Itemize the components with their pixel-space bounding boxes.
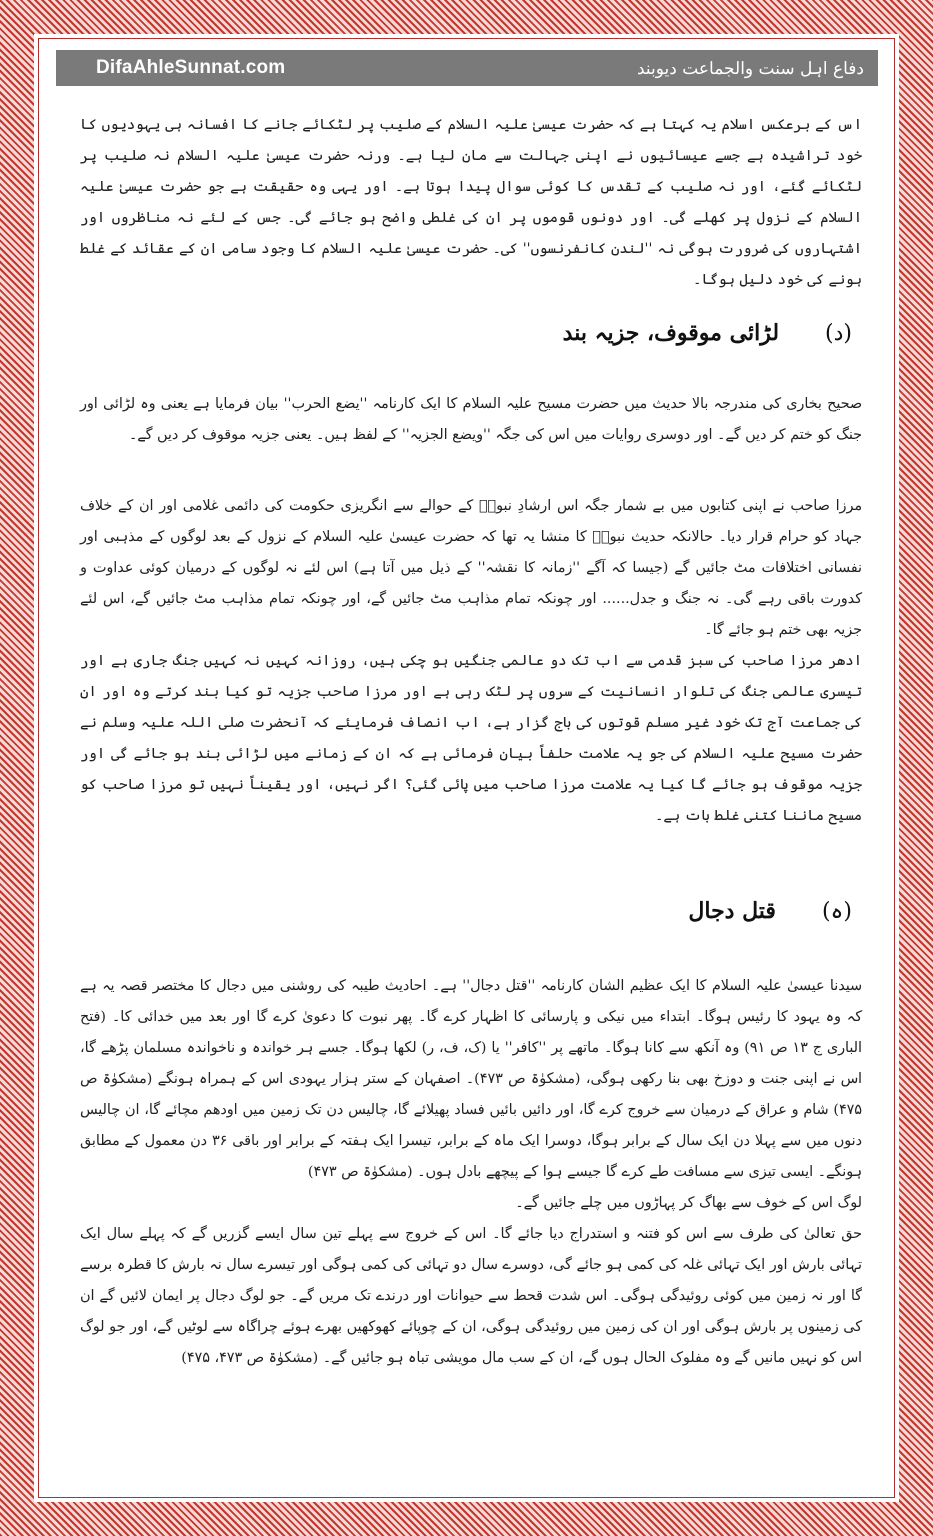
paragraph-world-wars: ادھر مرزا صاحب کی سبز قدمی سے اب تک دو عالمی جنگیں ہو چکی ہیں، روزانہ کہیں نہ کہیں جنگ جاری ہے اور تیسری عالمی جنگ کی تلوار انسانیت کے سروں پر لٹک رہی ہے اور مرزا صاحب جزیہ تو کیا بند کرتے وہ اور ان کی جماعت آج تک خود غیر مسلم قوتوں کی باج گزار ہے، اب انصاف فرمایئے کہ آنحضرت صلی اللہ علیہ وسلم نے حضرت مسیح علیہ السلام کی جو یہ علامت حلفاً بیان فرمائی ہے کہ ان کے زمانے میں لڑائی بند ہو جائے گی اور جزیہ موقوف ہو جائے گا کیا یہ علامت مرزا صاحب میں پائی گئی؟ اگر نہیں، اور یقیناً نہیں تو مرزا صاحب کو مسیح ماننا کتنی غلط بات ہے۔	[80, 653, 862, 824]
paragraph-people-flee: لوگ اس کے خوف سے بھاگ کر پہاڑوں میں چلے جائیں گے۔	[515, 1195, 862, 1211]
paragraph-war-ended: صحیح بخاری کی مندرجہ بالا حدیث میں حضرت مسیح علیہ السلام کا ایک کارنامہ ''یضع الحرب'' بیان فرمایا ہے یعنی وہ لڑائی اور جنگ کو ختم کر دیں گے۔ اور دوسری روایات میں اس کی جگہ ''ویضع الجزیہ'' کے لفظ ہیں۔ یعنی جزیہ موقوف کر دیں گے۔	[80, 396, 862, 443]
article-body	[80, 110, 862, 1500]
section-title: قتل دجال	[688, 898, 776, 924]
section-number: (ہ)	[821, 899, 852, 924]
paragraph-famine: حق تعالیٰ کی طرف سے اس کو فتنہ و استدراج دیا جائے گا۔ اس کے خروج سے پہلے تین سال ایسے گزریں گے کہ پہلے سال ایک تہائی بارش اور ایک تہائی غلہ کی کمی ہو جائے گی، دوسرے سال دو تہائی کی کمی ہوگی اور تیسرے سال نہ بارش کا قطرہ برسے گا اور نہ زمین میں کوئی روئیدگی ہوگی۔ اس شدت قحط سے حیوانات اور درندے تک مریں گے۔ جو لوگ دجال پر ایمان لائیں گے ان کی زمینوں پر بارش ہوگی اور ان کی زمین میں روئیدگی ہوگی، ان کے چوپائے کھوکھیں بھرے ہوئے چراگاہ سے لوٹیں گے، اور جو لوگ اس کو نہیں مانیں گے وہ مفلوک الحال ہوں گے، ان کے سب مال مویشی تباہ ہو جائیں گے۔ (مشکوٰۃ ص ۴۷۳، ۴۷۵)	[80, 1226, 862, 1366]
page-header	[56, 50, 878, 86]
org-name: دفاع اہل سنت والجماعت دیوبند	[636, 58, 864, 79]
section-heading-h	[80, 896, 862, 927]
section-heading-d	[80, 318, 862, 349]
paragraph-intro: اس کے برعکس اسلام یہ کہتا ہے کہ حضرت عیسیٰ علیہ السلام کے صلیب پر لٹکائے جانے کا افسانہ ہی یہودیوں کا خود تراشیدہ ہے جسے عیسائیوں نے اپنی جہالت سے مان لیا ہے۔ ورنہ حضرت عیسیٰ علیہ السلام نہ صلیب پر لٹکائے گئے، اور نہ صلیب کے تقدس کا کوئی سوال پیدا ہوتا ہے۔ اور یہی وہ حقیقت ہے جو حضرت عیسیٰ علیہ السلام کے نزول پر کھلے گی۔ اور دونوں قوموں پر ان کی غلطی واضح ہو جائے گی۔ جس کے لئے نہ مناظروں اور اشتہاروں کی ضرورت ہوگی نہ ''لندن کانفرنسوں'' کی۔ حضرت عیسیٰ علیہ السلام کا وجود سامی ان کے عقائد کے غلط ہونے کی خود دلیل ہوگا۔	[80, 117, 862, 288]
site-name: DifaAhleSunnat.com	[96, 57, 286, 78]
paragraph-mirza-jihad: مرزا صاحب نے اپنی کتابوں میں بے شمار جگہ اس ارشادِ نبویؐ کے حوالے سے انگریزی حکومت کی دائمی غلامی اور ان کے خلاف جہاد کو حرام قرار دیا۔ حالانکہ حدیث نبویؐ کا منشا یہ تھا کہ حضرت عیسیٰ علیہ السلام کے نزول کے بعد لوگوں کے مذہبی اور نفسانی اختلافات مٹ جائیں گے (جیسا کہ آگے ''زمانہ کا نقشہ'' کے ذیل میں آتا ہے) اس لئے نہ لوگوں کے درمیان کوئی عداوت و کدورت باقی رہے گی۔ نہ جنگ و جدل...... اور چونکہ تمام مذاہب مٹ جائیں گے، اور چونکہ تمام مذاہب مٹ جائیں گے، اس لئے جزیہ بھی ختم ہو جائے گا۔	[80, 498, 862, 638]
paragraph-dajjal: سیدنا عیسیٰ علیہ السلام کا ایک عظیم الشان کارنامہ ''قتل دجال'' ہے۔ احادیث طیبہ کی روشنی میں دجال کا مختصر قصہ یہ ہے کہ وہ یہود کا رئیس ہوگا۔ ابتداء میں نیکی و پارسائی کا اظہار کرے گا۔ پھر نبوت کا دعویٰ کرے گا اور بعد میں خدائی کا۔ (فتح الباری ج ۱۳ ص ۹۱) وہ آنکھ سے کانا ہوگا۔ ماتھے پر ''کافر'' یا (ک، ف، ر) لکھا ہوگا۔ جسے ہر خواندہ و ناخواندہ مسلمان پڑھے گا، اس نے اپنی جنت و دوزخ بھی بنا رکھی ہوگی، (مشکوٰۃ ص ۴۷۳)۔ اصفہان کے ستر ہزار یہودی اس کے ہمراہ ہونگے (مشکوٰۃ ص ۴۷۵) شام و عراق کے درمیان سے خروج کرے گا، اور دائیں بائیں فساد پھیلائے گا، چالیس دن تک زمین میں اودھم مچائے گا، ان چالیس دنوں میں سے پہلا دن ایک سال کے برابر ہوگا، دوسرا ایک ماہ کے برابر، تیسرا ایک ہفتہ کے برابر اور باقی ۳۶ دن معمول کے مطابق ہونگے۔ ایسی تیزی سے مسافت طے کرے گا جیسے ہوا کے پیچھے بادل ہوں۔ (مشکوٰۃ ص ۴۷۳)	[80, 978, 863, 1180]
section-number: (د)	[825, 321, 852, 346]
section-title: لڑائی موقوف، جزیہ بند	[562, 320, 780, 346]
